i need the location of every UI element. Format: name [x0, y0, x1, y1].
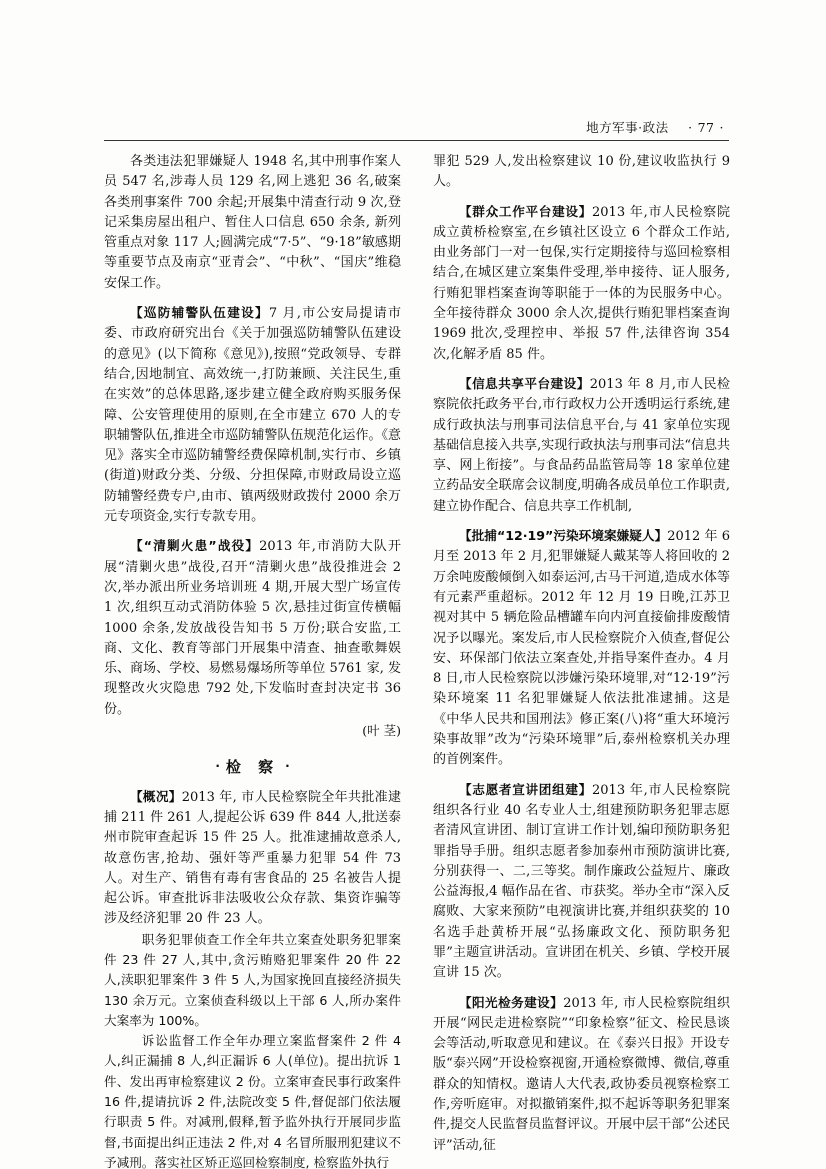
right-column — [433, 152, 730, 1153]
header-dot-left: · — [688, 120, 693, 135]
two-column-body — [104, 152, 730, 1169]
page-header — [586, 118, 729, 136]
entry-gaikuang — [104, 787, 401, 930]
section-dot-right: · — [285, 759, 290, 774]
subsection-susong-jiandu — [104, 1031, 401, 1169]
entry-text: 2013 年,市消防大队开展“清剿火患”战役,召开“清剿火患”战役推进会 2 次,举办派出所业务培训班 4 期,开展大型广场宣传 1 次,组织互动式消防体验 5 次,悬挂过街宣传横幅 1000 余条,发放战役告知书 5 万份;联合安监,工商、文化、教育等部门开展集中清查、抽查歌舞娱乐、商场、学校、易燃易爆场所等单位 5761 家, 发现整改火灾隐患 792 处,下发临时查封决定书 36 份。 — [104, 539, 401, 717]
entry-text: 2013 年, 市人民检察院组织开展“网民走进检察院”“印象检察”征文、检民恳谈会等活动,听取意见和建议。在《泰兴日报》开设专版“泰兴网”开设检察视窗,开通检察微博、微信,尊重群众的知情权。邀请人大代表,政协委员视察检察工作,旁听庭审。对拟撤销案件,拟不起诉等职务犯罪案件,提交人民监督员监督评议。开展中层干部“公述民评”活动,征 — [433, 995, 730, 1153]
entry-pibu-wuran — [433, 526, 730, 771]
entry-text: 2013 年 8 月,市人民检察院依托政务平台,市行政权力公开透明运行系统,建成行政执法与刑事司法信息平台,与 41 家单位实现基础信息接入共享,实现行政执法与刑事司法“信息共享、网上衔接”。与食品药品监管局等 18 家单位建立药品安全联席会议制度,明确各成员单位工作职责,建立协作配合、信息共享工作机制, — [433, 376, 730, 514]
entry-text: 2013 年,市人民检察院成立黄桥检察室,在乡镇社区设立 6 个群众工作站,由业务部门一对一包保,实行定期接待与巡回检察相结合,在城区建立案集件受理,举申接待、证人服务,行贿犯罪档案查询等职能于一体的为民服务中心。全年接待群众 3000 余人次,提供行贿犯罪档案查询 1969 批次,受理控申、举报 57 件,法律咨询 354 次,化解矛盾 85 件。 — [433, 204, 730, 362]
entry-text: 2013 年,市人民检察院组织各行业 40 名专业人士,组建预防职务犯罪志愿者清风宣讲团、制订宣讲工作计划,编印预防职务犯罪指导手册。组织志愿者参加泰州市预防演讲比赛, 分别获得一、二,三等奖。制作廉政公益短片、廉政公益海报,4 幅作品在省、市获奖。举办全市“深入反腐败、大家来预防”电视演讲比赛,并组织获奖的 10 名选手赴黄桥开展“弘扬廉政文化、预防职务犯罪”主题宣讲活动。宣讲团在机关、乡镇、学校开展宣讲 15 次。 — [433, 782, 730, 981]
section-title — [104, 756, 401, 777]
subsection-head: 职务犯罪侦查工作 — [141, 931, 246, 947]
subsection-text: 全年共立案查处职务犯罪案件 23 件 27 人,其中,贪污贿赂犯罪案件 20 件 22 人,渎职犯罪案件 3 件 5 人,为国家挽回直接经济损失 130 余万元。立案侦查科级以上干部 6 人,所办案件大案率为 100%。 — [104, 931, 402, 1028]
entry-term: 【群众工作平台建设】 — [459, 203, 592, 219]
entry-term: 【“清剿火患”战役】 — [130, 538, 260, 554]
entry-term: 【批捕“12·19”污染环境案嫌疑人】 — [459, 528, 668, 544]
entry-term: 【志愿者宣讲团组建】 — [459, 781, 592, 797]
subsection-head: 诉讼监督工作 — [141, 1033, 223, 1049]
subsection-text: 全年办理立案监督案件 2 件 4 人,纠正漏捕 8 人,纠正漏诉 6 人(单位)。提出抗诉 1 件、发出再审检察建议 2 份。立案审查民事行政案件 16 件,提请抗诉 2 件,法院改变 5 件,督促部门依法履行职责 5 件。对减刑,假释,暂予监外执行开展同步监督,书面提出纠正违法 2 件,对 4 名冒所服刑犯建议不予减刑。落实社区矫正巡回检察制度, 检察监外执行 — [104, 1033, 401, 1169]
entry-text: 7 月,市公安局提请市委、市政府研究出台《关于加强巡防辅警队伍建设的意见》(以下简称《意见》),按照“党政领导、专群结合,因地制宜、高效统一,打防兼顾、关注民生,重在实效”的总体思路,逐步建立健全政府购买服务保障、公安管理使用的原则,在全市建立 670 人的专职辅警队伍,推进全市巡防辅警队伍规范化运作。《意见》落实全市巡防辅警经费保障机制,实行市、乡镇(街道)财政分类、分级、分担保障,市财政局设立巡防辅警经费专户,由市、镇两级财政拨付 2000 余万元专项资金,实行专款专用。 — [104, 306, 401, 525]
section-title-text: 检 察 — [225, 758, 280, 777]
entry-text: 2013 年, 市人民检察院全年共批准逮捕 211 件 261 人,提起公诉 639 件 844 人,批送泰州市院审查起诉 15 件 25 人。批准逮捕故意杀人,故意伤害,抢劫、强奸等严重暴力犯罪 54 件 73 人。对生产、销售有毒有害食品的 25 名被告人提起公诉。审查批诉非法吸收公众存款、集资诈骗等涉及经济犯罪 20 件 23 人。 — [104, 789, 402, 927]
entry-xinxi-gongxiang — [433, 374, 730, 517]
entry-term: 【信息共享平台建设】 — [459, 375, 590, 391]
entry-qingjiao-huohuan — [104, 536, 401, 720]
paragraph-continued: 罪犯 529 人,发出检察建议 10 份,建议收监执行 9 人。 — [433, 154, 730, 190]
subsection-zhiwu-fanzui — [104, 930, 401, 1031]
paragraph-continued: 各类违法犯罪嫌疑人 1948 名,其中刑事作案人员 547 名,涉毒人员 129 名,网上逃犯 36 名,破案各类刑事案件 700 余起;开展集中清查行动 9 次,登记采集房屋出租户、暂住人口信息 650 余条, 新列管重点对象 117 人;圆满完成“7·5”、“9·18”敏感期等重要节点及南京“亚青会”、“中秋”、“国庆”维稳安保工作。 — [104, 154, 401, 291]
header-category: 地方军事·政法 — [586, 120, 669, 135]
entry-xunfang-fujing — [104, 303, 401, 527]
header-rule — [104, 140, 729, 141]
left-column — [104, 152, 402, 1169]
author-signature: (叶 茎) — [362, 723, 401, 739]
entry-text: 2012 年 6 月至 2013 年 2 月,犯罪嫌疑人戴某等人将回收的 2 万余吨废酸倾倒入如泰运河,古马干河道,造成水体等有元素严重超标。2012 年 12 月 19 日晚,江苏卫视对其中 5 辆危险品槽罐车向内河直接偷排废酸情况予以曝光。案发后,市人民检察院介入侦查,督促公安、环保部门依法立案查处,并指导案件查办。4 月 8 日,市人民检察院以涉嫌污染环境罪,对“12·19”污染环境案 11 名犯罪嫌疑人依法批准逮捕。这是《中华人民共和国刑法》修正案(八)将“重大环境污染事故罪”改为“污染环境罪”后,泰州检察机关办理的首例案件。 — [433, 529, 730, 768]
entry-term: 【巡防辅警队伍建设】 — [130, 305, 269, 321]
page-number: 77 — [697, 120, 715, 135]
section-dot-left: · — [215, 759, 220, 774]
entry-term: 【概况】 — [130, 788, 182, 804]
header-dot-right: · — [719, 120, 724, 135]
entry-yangguang-jianwu — [433, 993, 730, 1156]
entry-term: 【阳光检务建设】 — [459, 994, 564, 1010]
entry-zhiyuanzhe-xuanjiangtuan — [433, 780, 730, 984]
entry-qunzhong-gongzuo — [433, 202, 730, 365]
page-number-wrap — [683, 120, 729, 135]
